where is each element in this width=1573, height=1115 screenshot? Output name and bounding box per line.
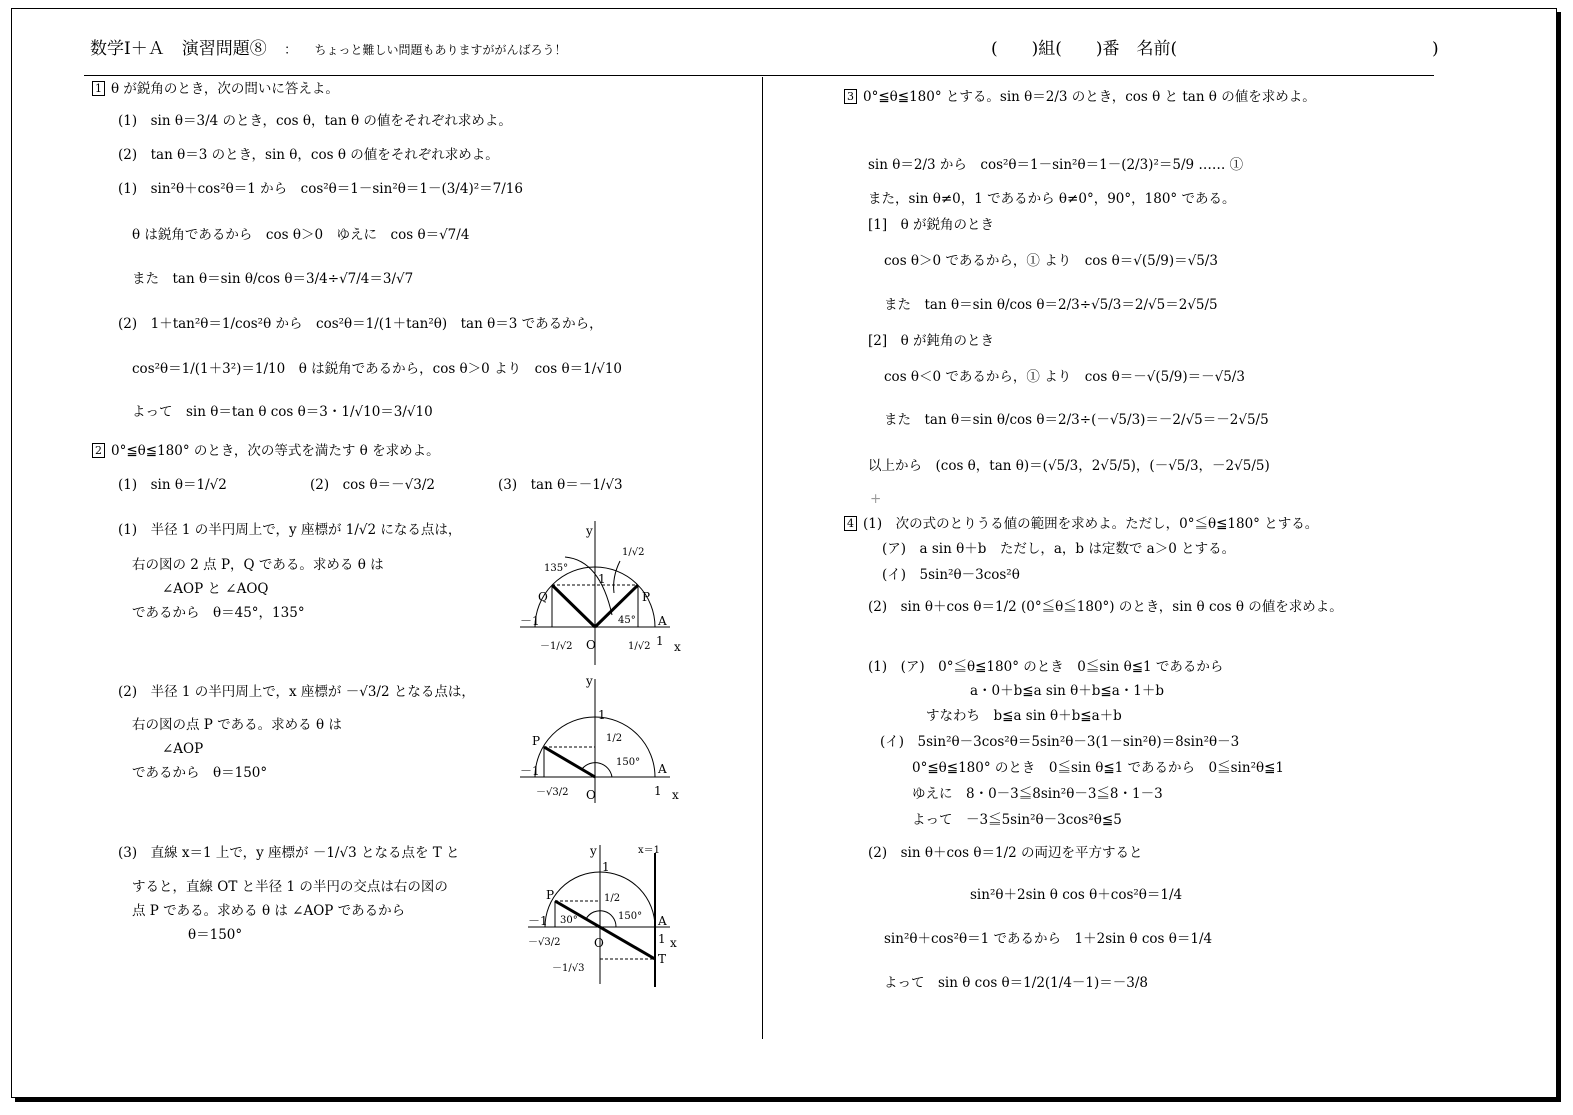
fig2-minus-one: －1	[520, 764, 540, 778]
q4-sol-line3: すなわち b≦a sin θ＋b≦a＋b	[926, 708, 1122, 724]
q2-part2: (2) cos θ＝－√3/2	[310, 477, 435, 493]
q1-number: 1	[92, 81, 105, 96]
q3-sol-line1: sin θ＝2/3 から cos²θ＝1－sin²θ＝1－(2/3)²＝5/9 …… ①	[868, 157, 1244, 173]
q1-part2: (2) tan θ＝3 のとき，sin θ，cos θ の値をそれぞれ求めよ。	[118, 147, 499, 163]
header-rule	[84, 75, 1434, 76]
fig1-plus-one: 1	[656, 634, 664, 648]
fig1-segment-oq	[552, 585, 595, 627]
fig2-x-label: x	[672, 788, 679, 802]
q4-sol-line2: a・0＋b≦a sin θ＋b≦a・1＋b	[970, 683, 1165, 699]
fig1-x-neg: －1/√2	[540, 641, 573, 652]
q1-sol-line5: cos²θ＝1/(1＋3²)＝1/10 θ は鋭角であるから，cos θ＞0 より cos θ＝1/√10	[132, 361, 623, 377]
header-title-line	[90, 39, 567, 61]
q4-sol-line9: sin²θ＋2sin θ cos θ＋cos²θ＝1/4	[970, 887, 1183, 903]
title-separator: ：	[284, 43, 298, 58]
fig3-angle-30: 30°	[560, 915, 578, 926]
fig2-point-a: A	[658, 762, 667, 776]
q3-sol-line2: また，sin θ≠0，1 であるから θ≠0°，90°，180° である。	[868, 191, 1236, 207]
q4-sol-line7: よって －3≦5sin²θ－3cos²θ≦5	[912, 812, 1122, 828]
fig2-plus-one: 1	[654, 784, 662, 798]
fig2-origin-label: O	[586, 788, 596, 802]
fig3-x-label: x	[670, 936, 677, 950]
q2-part1: (1) sin θ＝1/√2	[118, 477, 227, 493]
q4-part1a: (ア) a sin θ＋b ただし，a，b は定数で a＞0 とする。	[882, 541, 1236, 557]
fig2-point-p: P	[532, 734, 541, 748]
q2-stem	[92, 443, 440, 459]
q4-part2: (2) sin θ＋cos θ＝1/2 (0°≦θ≦180°) のとき，sin θ cos θ の値を求めよ。	[868, 599, 1343, 615]
q4-sol-line8: (2) sin θ＋cos θ＝1/2 の両辺を平方すると	[868, 845, 1143, 861]
q2-a3-line3: 点 P である。求める θ は ∠AOP であるから	[132, 903, 406, 919]
q4-part1-text: (1) 次の式のとりうる値の範囲を求めよ。ただし，0°≦θ≦180° とする。	[863, 516, 1319, 532]
q4-sol-line11: よって sin θ cos θ＝1/2(1/4－1)＝－3/8	[884, 975, 1148, 991]
q2-a2-line3: ∠AOP	[162, 741, 204, 757]
q4-part1	[844, 516, 1318, 532]
fig1-x-label: x	[674, 640, 681, 654]
fig3-x-value: －√3/2	[528, 937, 561, 948]
fig3-y-value: 1/2	[604, 893, 621, 904]
figure-3-tangent-line	[520, 839, 690, 989]
worksheet-subtitle: ちょっと難しい問題もありますががんばろう！	[314, 43, 567, 57]
q2-a1-line4: であるから θ＝45°，135°	[132, 605, 305, 621]
fig1-x-pos: 1/√2	[628, 641, 651, 652]
fig3-radius-label: 1	[602, 860, 610, 874]
fig1-minus-one: －1	[520, 614, 540, 628]
q2-a1-line2: 右の図の 2 点 P，Q である。求める θ は	[132, 557, 384, 573]
q1-sol-line1: (1) sin²θ＋cos²θ＝1 から cos²θ＝1－sin²θ＝1－(3/4)²＝7/16	[118, 181, 523, 197]
fig2-y-value: 1/2	[606, 733, 623, 744]
fig3-line-label: x＝1	[638, 845, 661, 856]
worksheet-page	[11, 8, 1557, 1098]
fig3-angle-150: 150°	[618, 911, 643, 922]
q4-sol-line4: (イ) 5sin²θ－3cos²θ＝5sin²θ－3(1－sin²θ)＝8sin²θ－3	[880, 734, 1240, 750]
q4-number: 4	[844, 516, 857, 531]
q3-plus-mark: +	[870, 491, 882, 507]
fig1-y-value: 1/√2	[622, 547, 645, 558]
q4-sol-line1: (1) (ア) 0°≦θ≦180° のとき 0≦sin θ≦1 であるから	[868, 659, 1224, 675]
figure-2-unit-semicircle	[520, 673, 690, 813]
q4-sol-line10: sin²θ＋cos²θ＝1 であるから 1＋2sin θ cos θ＝1/4	[884, 931, 1213, 947]
q2-a1-line3: ∠AOP と ∠AOQ	[162, 581, 269, 597]
q1-part1: (1) sin θ＝3/4 のとき，cos θ，tan θ の値をそれぞれ求めよ。	[118, 113, 512, 129]
name-field-close: )	[1432, 39, 1439, 59]
q2-stem-text: 0°≦θ≦180° のとき，次の等式を満たす θ を求めよ。	[111, 443, 440, 459]
fig1-leader	[614, 561, 620, 593]
fig1-point-p: P	[642, 590, 651, 604]
fig1-point-a: A	[658, 614, 667, 628]
q2-part3: (3) tan θ＝－1/√3	[498, 477, 623, 493]
fig3-line-ot	[555, 901, 655, 959]
q3-stem-text: 0°≦θ≦180° とする。sin θ＝2/3 のとき，cos θ と tan θ の値を求めよ。	[863, 89, 1316, 105]
worksheet-title: 数学Ⅰ＋Ａ 演習問題⑧	[90, 39, 267, 59]
name-field[interactable]: ( )組( )番 名前(	[991, 39, 1178, 59]
q3-case1-cos: cos θ＞0 であるから，① より cos θ＝√(5/9)＝√5/3	[884, 253, 1218, 269]
q2-a3-line4: θ＝150°	[188, 927, 243, 943]
figure-1-unit-semicircle	[520, 515, 690, 665]
q1-sol-line6: よって sin θ＝tan θ cos θ＝3・1/√10＝3/√10	[132, 404, 433, 420]
fig3-point-p: P	[546, 888, 555, 902]
q4-sol-line6: ゆえに 8・0－3≦8sin²θ－3≦8・1－3	[912, 786, 1163, 802]
fig3-y-label: y	[590, 844, 597, 858]
q2-a3-line1: (3) 直線 x＝1 上で，y 座標が －1/√3 となる点を T と	[118, 845, 460, 861]
fig3-origin-label: O	[594, 936, 604, 950]
fig3-t-value: －1/√3	[552, 963, 585, 974]
q2-number: 2	[92, 443, 105, 458]
column-divider	[762, 77, 763, 1039]
fig1-origin-label: O	[586, 638, 596, 652]
q3-case1: [1] θ が鋭角のとき	[868, 217, 995, 233]
q3-answer: 以上から (cos θ，tan θ)＝(√5/3，2√5/5)，(－√5/3，－2√5/5)	[868, 458, 1270, 474]
q2-a2-line1: (2) 半径 1 の半円周上で，x 座標が －√3/2 となる点は，	[118, 684, 475, 700]
fig2-angle-150: 150°	[616, 757, 641, 768]
q2-a1-line1: (1) 半径 1 の半円周上で，y 座標が 1/√2 になる点は，	[118, 522, 462, 538]
fig3-angle-arc	[586, 911, 616, 927]
fig1-angle-45: 45°	[618, 615, 636, 626]
fig3-point-a: A	[658, 914, 667, 928]
fig1-radius-label: 1	[598, 572, 606, 586]
q1-stem-text: θ が鋭角のとき，次の問いに答えよ。	[111, 81, 339, 97]
q1-sol-line4: (2) 1＋tan²θ＝1/cos²θ から cos²θ＝1/(1＋tan²θ) tan θ＝3 であるから，	[118, 316, 603, 332]
q4-sol-line5: 0°≦θ≦180° のとき 0≦sin θ≦1 であるから 0≦sin²θ≦1	[912, 760, 1285, 776]
q1-stem	[92, 81, 339, 97]
fig1-point-q: Q	[538, 590, 548, 604]
q3-case2-cos: cos θ＜0 であるから，① より cos θ＝－√(5/9)＝－√5/3	[884, 369, 1245, 385]
fig2-radius-label: 1	[598, 708, 606, 722]
q3-case1-tan: また tan θ＝sin θ/cos θ＝2/3÷√5/3＝2/√5＝2√5/5	[884, 297, 1218, 313]
q1-sol-line3: また tan θ＝sin θ/cos θ＝3/4÷√7/4＝3/√7	[132, 271, 414, 287]
q3-case2-tan: また tan θ＝sin θ/cos θ＝2/3÷(－√5/3)＝－2/√5＝－2√5/5	[884, 412, 1269, 428]
fig2-segment-op	[544, 747, 595, 777]
fig2-y-label: y	[586, 674, 593, 688]
fig3-minus-one: －1	[528, 914, 548, 928]
fig1-angle-135: 135°	[544, 563, 569, 574]
fig3-point-t: T	[658, 952, 667, 966]
fig2-x-value: －√3/2	[536, 787, 569, 798]
fig1-y-label: y	[586, 524, 593, 538]
q2-a3-line2: すると，直線 OT と半径 1 の半円の交点は右の図の	[132, 879, 448, 895]
fig3-plus-one: 1	[658, 932, 666, 946]
q2-a2-line2: 右の図の点 P である。求める θ は	[132, 717, 342, 733]
q3-number: 3	[844, 89, 857, 104]
q3-case2: [2] θ が鈍角のとき	[868, 333, 995, 349]
q4-part1b: (イ) 5sin²θ－3cos²θ	[882, 567, 1020, 583]
fig2-angle-arc	[582, 763, 612, 777]
q2-a2-line4: であるから θ＝150°	[132, 765, 268, 781]
q1-sol-line2: θ は鋭角であるから cos θ＞0 ゆえに cos θ＝√7/4	[132, 227, 470, 243]
q3-stem	[844, 89, 1316, 105]
